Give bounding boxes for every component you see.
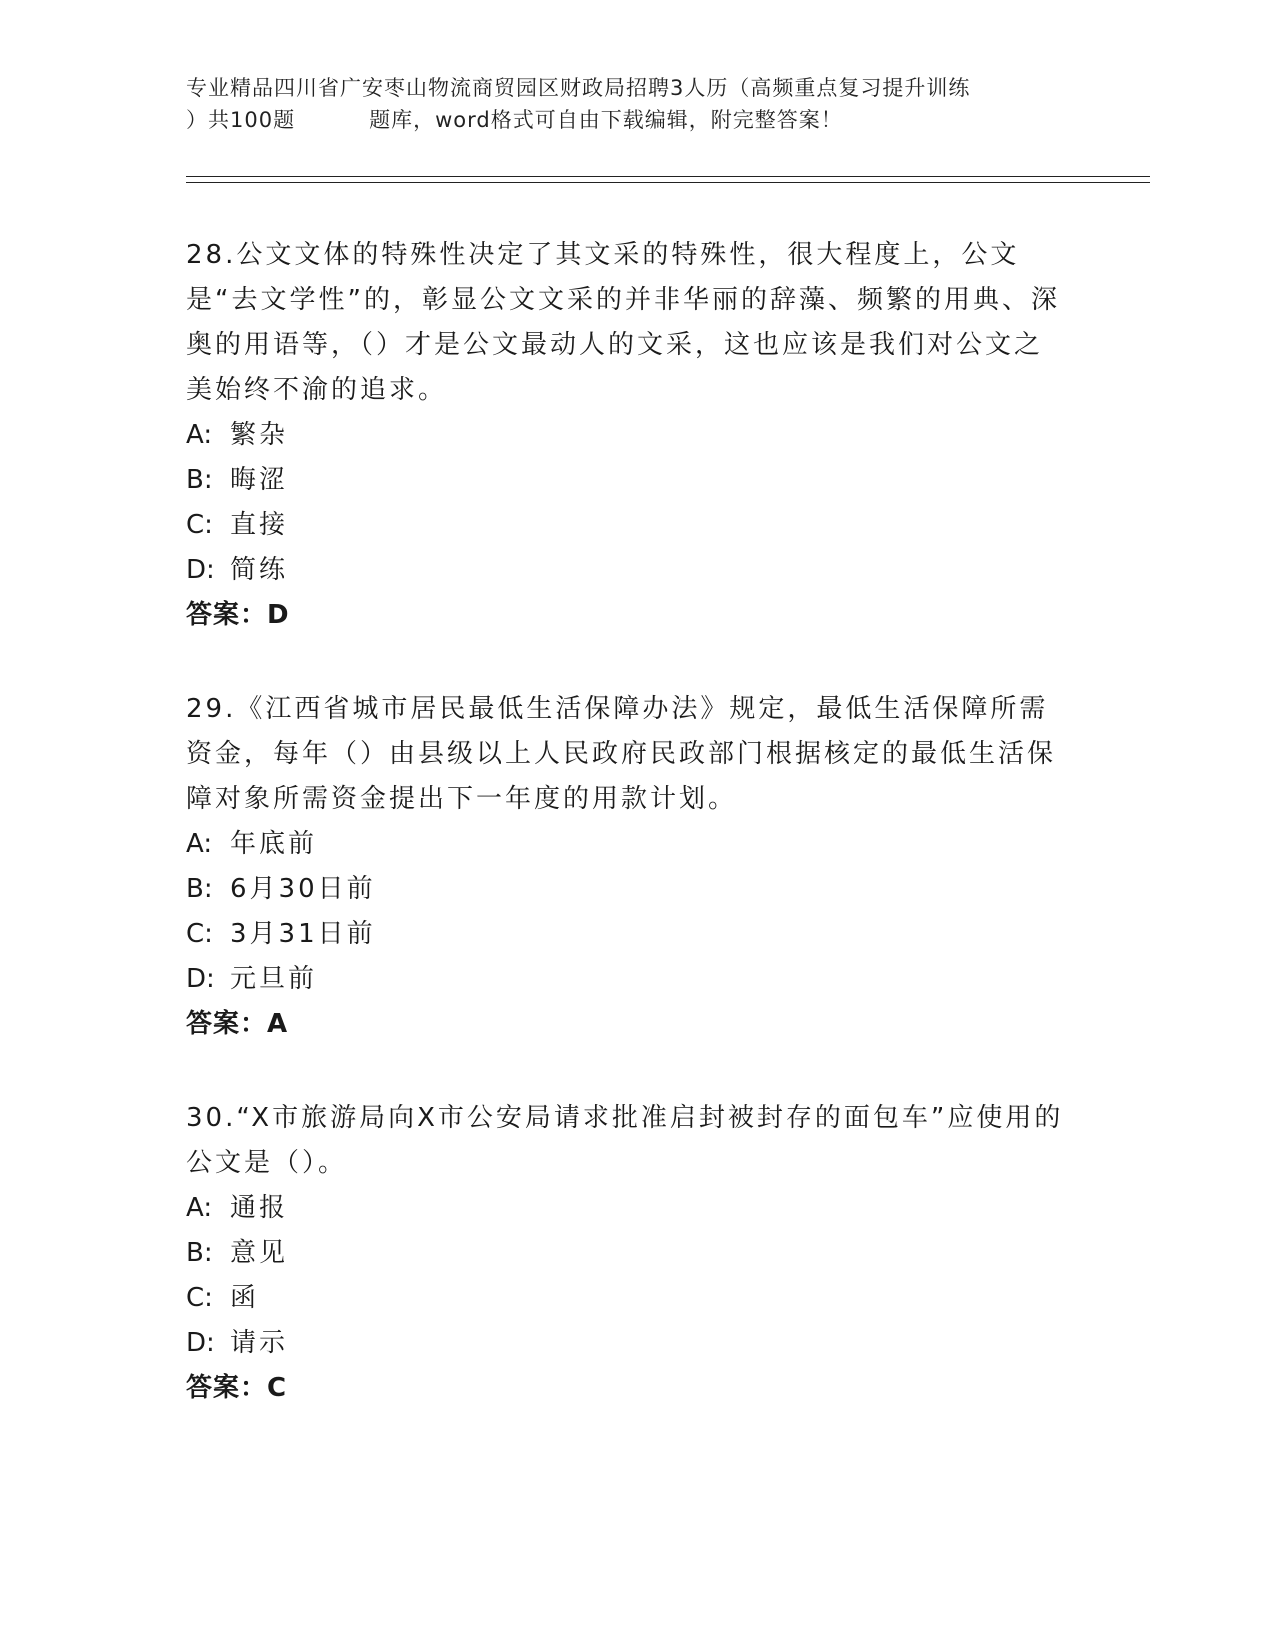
question-text: 28.公文文体的特殊性决定了其文采的特殊性，很大程度上，公文是“去文学性”的，彰显公文文采的并非华丽的辞藻、频繁的用典、深奥的用语等，（）才是公文最动人的文采，这也应该是我们对公文之美始终不渝的追求。 — [186, 240, 1060, 405]
option-key: C: — [186, 919, 213, 949]
option-b — [186, 867, 1066, 912]
option-text: 函 — [230, 1283, 260, 1313]
header-question-count: ）共100题 — [186, 108, 296, 132]
option-c — [186, 1276, 1066, 1321]
option-key: B: — [186, 1238, 213, 1268]
option-c — [186, 912, 1066, 957]
option-a — [186, 413, 1066, 458]
option-key: D: — [186, 1328, 215, 1358]
option-text: 6月30日前 — [230, 874, 376, 904]
option-d — [186, 957, 1066, 1002]
option-d — [186, 548, 1066, 593]
question-text: 30.“X市旅游局向X市公安局请求批准启封被封存的面包车”应使用的公文是（）。 — [186, 1103, 1064, 1178]
question-block — [186, 233, 1066, 638]
option-a — [186, 1186, 1066, 1231]
header-title-line-1: 专业精品四川省广安枣山物流商贸园区财政局招聘3人历（高频重点复习提升训练 — [186, 76, 971, 100]
option-key: D: — [186, 555, 215, 585]
option-text: 通报 — [230, 1193, 289, 1223]
option-text: 3月31日前 — [230, 919, 376, 949]
option-a — [186, 822, 1066, 867]
option-key: B: — [186, 465, 213, 495]
question-text: 29.《江西省城市居民最低生活保障办法》规定，最低生活保障所需资金，每年（）由县级以上人民政府民政部门根据核定的最低生活保障对象所需资金提出下一年度的用款计划。 — [186, 694, 1057, 814]
option-key: A: — [186, 420, 213, 450]
header-divider-top — [186, 176, 1150, 177]
option-key: A: — [186, 1193, 213, 1223]
option-b — [186, 1231, 1066, 1276]
option-key: B: — [186, 874, 213, 904]
option-text: 简练 — [230, 555, 289, 585]
option-text: 元旦前 — [230, 964, 318, 994]
question-block — [186, 687, 1066, 1047]
answer-line: 答案：D — [186, 600, 290, 630]
option-key: C: — [186, 510, 213, 540]
option-c — [186, 503, 1066, 548]
option-text: 繁杂 — [230, 420, 289, 450]
option-key: A: — [186, 829, 213, 859]
header-title-line-2 — [186, 104, 1146, 136]
option-text: 晦涩 — [230, 465, 289, 495]
header-description: 题库，word格式可自由下载编辑，附完整答案！ — [369, 108, 843, 132]
option-key: C: — [186, 1283, 213, 1313]
answer-line: 答案：A — [186, 1009, 289, 1039]
option-b — [186, 458, 1066, 503]
option-text: 直接 — [230, 510, 289, 540]
option-text: 年底前 — [230, 829, 318, 859]
option-text: 意见 — [230, 1238, 289, 1268]
question-block — [186, 1096, 1066, 1411]
option-d — [186, 1321, 1066, 1366]
option-text: 请示 — [230, 1328, 289, 1358]
answer-line: 答案：C — [186, 1373, 288, 1403]
option-key: D: — [186, 964, 215, 994]
header-divider-bottom — [186, 182, 1150, 183]
document-header — [186, 72, 1146, 136]
